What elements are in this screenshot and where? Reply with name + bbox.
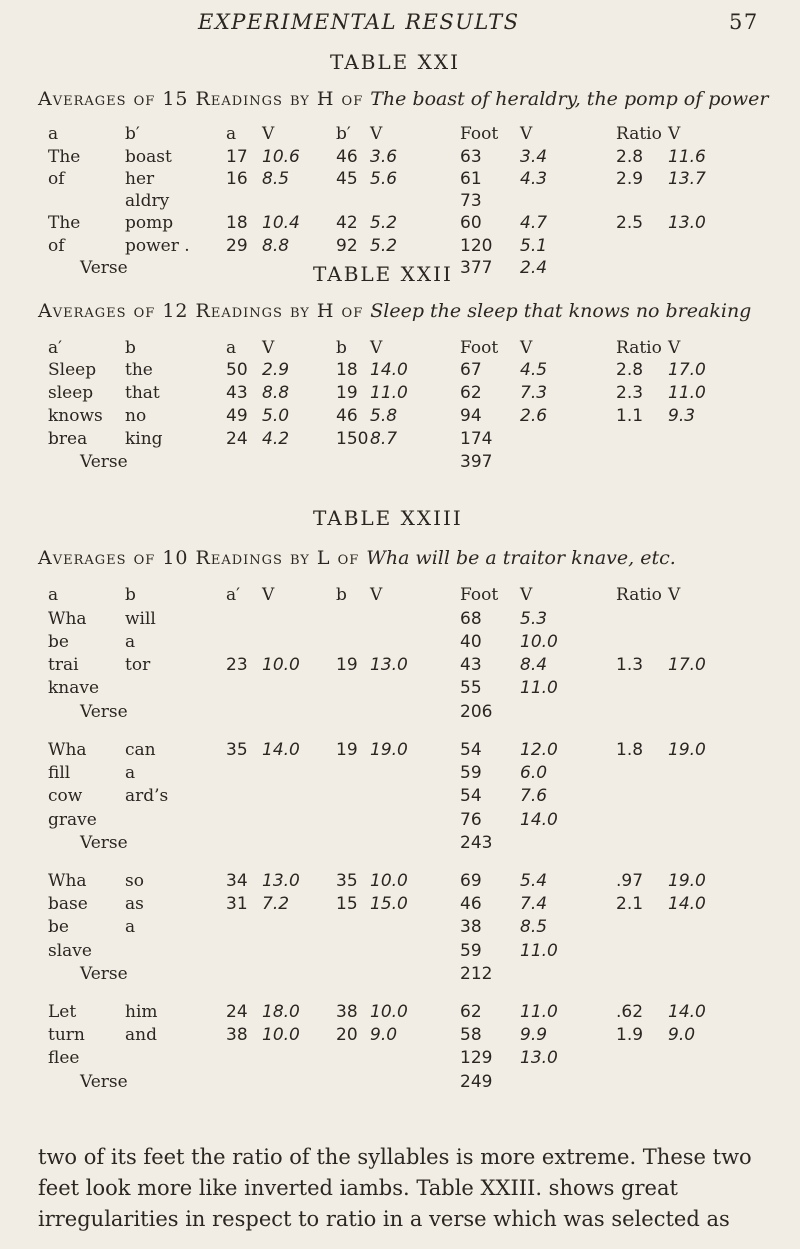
column-header: Foot <box>460 338 499 358</box>
caption-prefix: Averages of 12 Readings by H of <box>38 300 371 322</box>
table-cell: The <box>48 147 81 167</box>
table-cell: 2.3 <box>616 383 644 403</box>
table-cell: 150 <box>336 429 369 449</box>
table-cell: 2.8 <box>616 360 644 380</box>
table-cell: 18.0 <box>262 1002 300 1022</box>
table-cell: ard’s <box>125 786 169 806</box>
table-cell: 4.5 <box>520 360 548 380</box>
table-cell: 19.0 <box>668 740 706 760</box>
table-cell: 19 <box>336 383 358 403</box>
column-header: Foot <box>460 585 499 605</box>
table-cell: 92 <box>336 236 358 256</box>
table-cell: 20 <box>336 1025 358 1045</box>
table-cell: 10.0 <box>262 1025 300 1045</box>
table-cell: Verse <box>80 1072 128 1092</box>
table-cell: 17.0 <box>668 655 706 675</box>
table-cell: king <box>125 429 163 449</box>
table-cell: 24 <box>226 1002 248 1022</box>
table-cell: Verse <box>80 452 128 472</box>
table-cell: flee <box>48 1048 80 1068</box>
table-cell: base <box>48 894 88 914</box>
table-cell: 54 <box>460 740 482 760</box>
table-xxi-title: TABLE XXI <box>330 50 461 74</box>
table-cell: 5.2 <box>370 236 398 256</box>
table-cell: a <box>125 763 136 783</box>
table-cell: 5.0 <box>262 406 290 426</box>
table-cell: 6.0 <box>520 763 548 783</box>
table-cell: 13.0 <box>370 655 408 675</box>
table-cell: fill <box>48 763 71 783</box>
table-cell: Wha <box>48 740 87 760</box>
table-cell: 7.6 <box>520 786 548 806</box>
table-cell: 10.6 <box>262 147 300 167</box>
table-cell: .97 <box>616 871 644 891</box>
column-header: Ratio <box>616 585 662 605</box>
table-cell: 1.1 <box>616 406 644 426</box>
column-header: V <box>520 338 533 358</box>
table-cell: 43 <box>460 655 482 675</box>
table-cell: 13.0 <box>520 1048 558 1068</box>
column-header: Foot <box>460 124 499 144</box>
table-cell: 18 <box>226 213 248 233</box>
column-header: V <box>262 585 275 605</box>
table-cell: 10.0 <box>520 632 558 652</box>
table-cell: 19.0 <box>668 871 706 891</box>
table-cell: 76 <box>460 810 482 830</box>
table-cell: 5.8 <box>370 406 398 426</box>
table-cell: 63 <box>460 147 482 167</box>
table-cell: 2.9 <box>616 169 644 189</box>
table-cell: turn <box>48 1025 85 1045</box>
table-xxiii-caption <box>38 547 676 569</box>
table-cell: 129 <box>460 1048 493 1068</box>
table-cell: 2.4 <box>520 258 548 278</box>
table-cell: 19.0 <box>370 740 408 760</box>
table-cell: 5.3 <box>520 609 548 629</box>
table-cell: 31 <box>226 894 248 914</box>
table-cell: 23 <box>226 655 248 675</box>
running-head: EXPERIMENTAL RESULTS <box>198 10 520 34</box>
table-cell: 11.0 <box>520 678 558 698</box>
table-cell: Wha <box>48 609 87 629</box>
table-cell: 10.0 <box>262 655 300 675</box>
table-cell: a <box>125 632 136 652</box>
caption-prefix: Averages of 15 Readings by H of <box>38 88 371 110</box>
table-cell: 46 <box>336 147 358 167</box>
table-cell: 8.8 <box>262 383 290 403</box>
table-cell: 212 <box>460 964 493 984</box>
table-cell: 94 <box>460 406 482 426</box>
table-cell: 10.0 <box>370 871 408 891</box>
table-cell: Verse <box>80 964 128 984</box>
caption-italic: The boast of heraldry, the pomp of power <box>370 88 769 110</box>
table-cell: 14.0 <box>370 360 408 380</box>
table-cell: 35 <box>226 740 248 760</box>
table-cell: The <box>48 213 81 233</box>
table-cell: 8.4 <box>520 655 548 675</box>
table-cell: be <box>48 917 69 937</box>
caption-italic: Sleep the sleep that knows no breaking <box>370 300 752 322</box>
table-cell: of <box>48 169 65 189</box>
table-cell: so <box>125 871 144 891</box>
table-cell: 73 <box>460 191 482 211</box>
table-cell: 1.8 <box>616 740 644 760</box>
table-cell: 16 <box>226 169 248 189</box>
table-cell: 1.9 <box>616 1025 644 1045</box>
table-cell: 249 <box>460 1072 493 1092</box>
table-cell: 7.4 <box>520 894 548 914</box>
table-cell: trai <box>48 655 79 675</box>
table-cell: 10.4 <box>262 213 300 233</box>
table-cell: be <box>48 632 69 652</box>
table-cell: boast <box>125 147 172 167</box>
table-cell: 2.6 <box>520 406 548 426</box>
table-cell: cow <box>48 786 83 806</box>
table-cell: 10.0 <box>370 1002 408 1022</box>
table-cell: Wha <box>48 871 87 891</box>
table-cell: 11.0 <box>370 383 408 403</box>
table-cell: Verse <box>80 833 128 853</box>
table-cell: 4.7 <box>520 213 548 233</box>
table-cell: 13.0 <box>668 213 706 233</box>
table-cell: no <box>125 406 147 426</box>
table-cell: 377 <box>460 258 493 278</box>
table-cell: 2.8 <box>616 147 644 167</box>
table-cell: 8.8 <box>262 236 290 256</box>
table-cell: 61 <box>460 169 482 189</box>
table-cell: 5.4 <box>520 871 548 891</box>
table-cell: 46 <box>460 894 482 914</box>
column-header: V <box>520 124 533 144</box>
table-cell: 18 <box>336 360 358 380</box>
table-cell: 13.0 <box>262 871 300 891</box>
body-line: two of its feet the ratio of the syllables is more extreme. These two <box>38 1145 752 1169</box>
table-cell: 38 <box>226 1025 248 1045</box>
caption-italic: Wha will be a traitor knave, etc. <box>366 547 676 569</box>
column-header: V <box>520 585 533 605</box>
table-cell: tor <box>125 655 151 675</box>
column-header: a <box>48 585 59 605</box>
table-cell: 11.6 <box>668 147 706 167</box>
table-cell: 3.4 <box>520 147 548 167</box>
table-cell: Let <box>48 1002 77 1022</box>
body-line: feet look more like inverted iambs. Table XXIII. shows great <box>38 1176 678 1200</box>
table-cell: Sleep <box>48 360 97 380</box>
table-cell: knows <box>48 406 103 426</box>
table-cell: 34 <box>226 871 248 891</box>
table-xxii-caption <box>38 300 751 322</box>
table-cell: 5.2 <box>370 213 398 233</box>
table-xxiii-title: TABLE XXIII <box>313 506 463 530</box>
table-cell: 62 <box>460 383 482 403</box>
table-cell: .62 <box>616 1002 644 1022</box>
table-cell: 8.5 <box>262 169 290 189</box>
table-cell: that <box>125 383 160 403</box>
table-cell: 9.3 <box>668 406 696 426</box>
table-cell: Verse <box>80 702 128 722</box>
table-xxii-title: TABLE XXII <box>313 262 453 286</box>
table-cell: 2.1 <box>616 894 644 914</box>
table-cell: 243 <box>460 833 493 853</box>
table-cell: of <box>48 236 65 256</box>
column-header: V <box>668 585 681 605</box>
table-cell: 15 <box>336 894 358 914</box>
table-cell: brea <box>48 429 88 449</box>
column-header: V <box>370 124 383 144</box>
column-header: a′ <box>226 585 240 605</box>
table-cell: 59 <box>460 941 482 961</box>
table-cell: 60 <box>460 213 482 233</box>
table-cell: 14.0 <box>668 894 706 914</box>
column-header: V <box>668 124 681 144</box>
column-header: a <box>226 338 237 358</box>
table-cell: 7.2 <box>262 894 290 914</box>
table-cell: can <box>125 740 156 760</box>
table-cell: 68 <box>460 609 482 629</box>
table-cell: 4.2 <box>262 429 290 449</box>
table-cell: 40 <box>460 632 482 652</box>
table-cell: 120 <box>460 236 493 256</box>
table-cell: 12.0 <box>520 740 558 760</box>
table-cell: 5.6 <box>370 169 398 189</box>
table-cell: 397 <box>460 452 493 472</box>
table-cell: the <box>125 360 153 380</box>
table-cell: 9.0 <box>668 1025 696 1045</box>
table-cell: 19 <box>336 740 358 760</box>
column-header: b <box>125 585 136 605</box>
table-cell: 19 <box>336 655 358 675</box>
table-cell: 8.7 <box>370 429 398 449</box>
table-cell: 54 <box>460 786 482 806</box>
table-cell: 69 <box>460 871 482 891</box>
table-cell: 7.3 <box>520 383 548 403</box>
table-cell: 42 <box>336 213 358 233</box>
table-cell: 58 <box>460 1025 482 1045</box>
column-header: V <box>262 124 275 144</box>
table-cell: 11.0 <box>668 383 706 403</box>
column-header: Ratio <box>616 338 662 358</box>
table-cell: 50 <box>226 360 248 380</box>
table-cell: 24 <box>226 429 248 449</box>
table-cell: 8.5 <box>520 917 548 937</box>
column-header: b′ <box>125 124 140 144</box>
table-cell: 67 <box>460 360 482 380</box>
table-cell: 2.5 <box>616 213 644 233</box>
table-cell: 1.3 <box>616 655 644 675</box>
table-cell: knave <box>48 678 100 698</box>
column-header: Ratio <box>616 124 662 144</box>
table-cell: 49 <box>226 406 248 426</box>
table-cell: aldry <box>125 191 170 211</box>
table-cell: 9.0 <box>370 1025 398 1045</box>
table-cell: 14.0 <box>520 810 558 830</box>
column-header: b′ <box>336 124 351 144</box>
table-cell: 206 <box>460 702 493 722</box>
column-header: b <box>336 585 347 605</box>
column-header: a <box>226 124 237 144</box>
table-cell: and <box>125 1025 157 1045</box>
table-cell: power . <box>125 236 190 256</box>
body-line: irregularities in respect to ratio in a verse which was selected as <box>38 1207 730 1231</box>
table-cell: pomp <box>125 213 174 233</box>
table-cell: Verse <box>80 258 128 278</box>
table-cell: 35 <box>336 871 358 891</box>
table-cell: 3.6 <box>370 147 398 167</box>
table-cell: 29 <box>226 236 248 256</box>
table-cell: grave <box>48 810 97 830</box>
table-cell: 38 <box>460 917 482 937</box>
table-cell: 14.0 <box>668 1002 706 1022</box>
table-cell: 59 <box>460 763 482 783</box>
column-header: V <box>668 338 681 358</box>
table-cell: slave <box>48 941 92 961</box>
table-cell: 11.0 <box>520 1002 558 1022</box>
table-cell: 174 <box>460 429 493 449</box>
table-xxi-caption <box>38 88 769 110</box>
column-header: a <box>48 124 59 144</box>
table-cell: 43 <box>226 383 248 403</box>
table-cell: 38 <box>336 1002 358 1022</box>
table-cell: 62 <box>460 1002 482 1022</box>
table-cell: a <box>125 917 136 937</box>
column-header: b <box>125 338 136 358</box>
table-cell: 13.7 <box>668 169 706 189</box>
table-cell: 17.0 <box>668 360 706 380</box>
table-cell: him <box>125 1002 158 1022</box>
table-cell: 9.9 <box>520 1025 548 1045</box>
table-cell: 14.0 <box>262 740 300 760</box>
column-header: V <box>370 585 383 605</box>
table-cell: as <box>125 894 144 914</box>
column-header: a′ <box>48 338 62 358</box>
column-header: V <box>262 338 275 358</box>
table-cell: 5.1 <box>520 236 548 256</box>
page-number: 57 <box>729 10 759 34</box>
table-cell: 4.3 <box>520 169 548 189</box>
table-cell: her <box>125 169 155 189</box>
column-header: V <box>370 338 383 358</box>
table-cell: will <box>125 609 156 629</box>
table-cell: 17 <box>226 147 248 167</box>
table-cell: sleep <box>48 383 94 403</box>
table-cell: 11.0 <box>520 941 558 961</box>
column-header: b <box>336 338 347 358</box>
table-cell: 46 <box>336 406 358 426</box>
table-cell: 45 <box>336 169 358 189</box>
table-cell: 15.0 <box>370 894 408 914</box>
caption-prefix: Averages of 10 Readings by L of <box>38 547 367 569</box>
table-cell: 55 <box>460 678 482 698</box>
table-cell: 2.9 <box>262 360 290 380</box>
